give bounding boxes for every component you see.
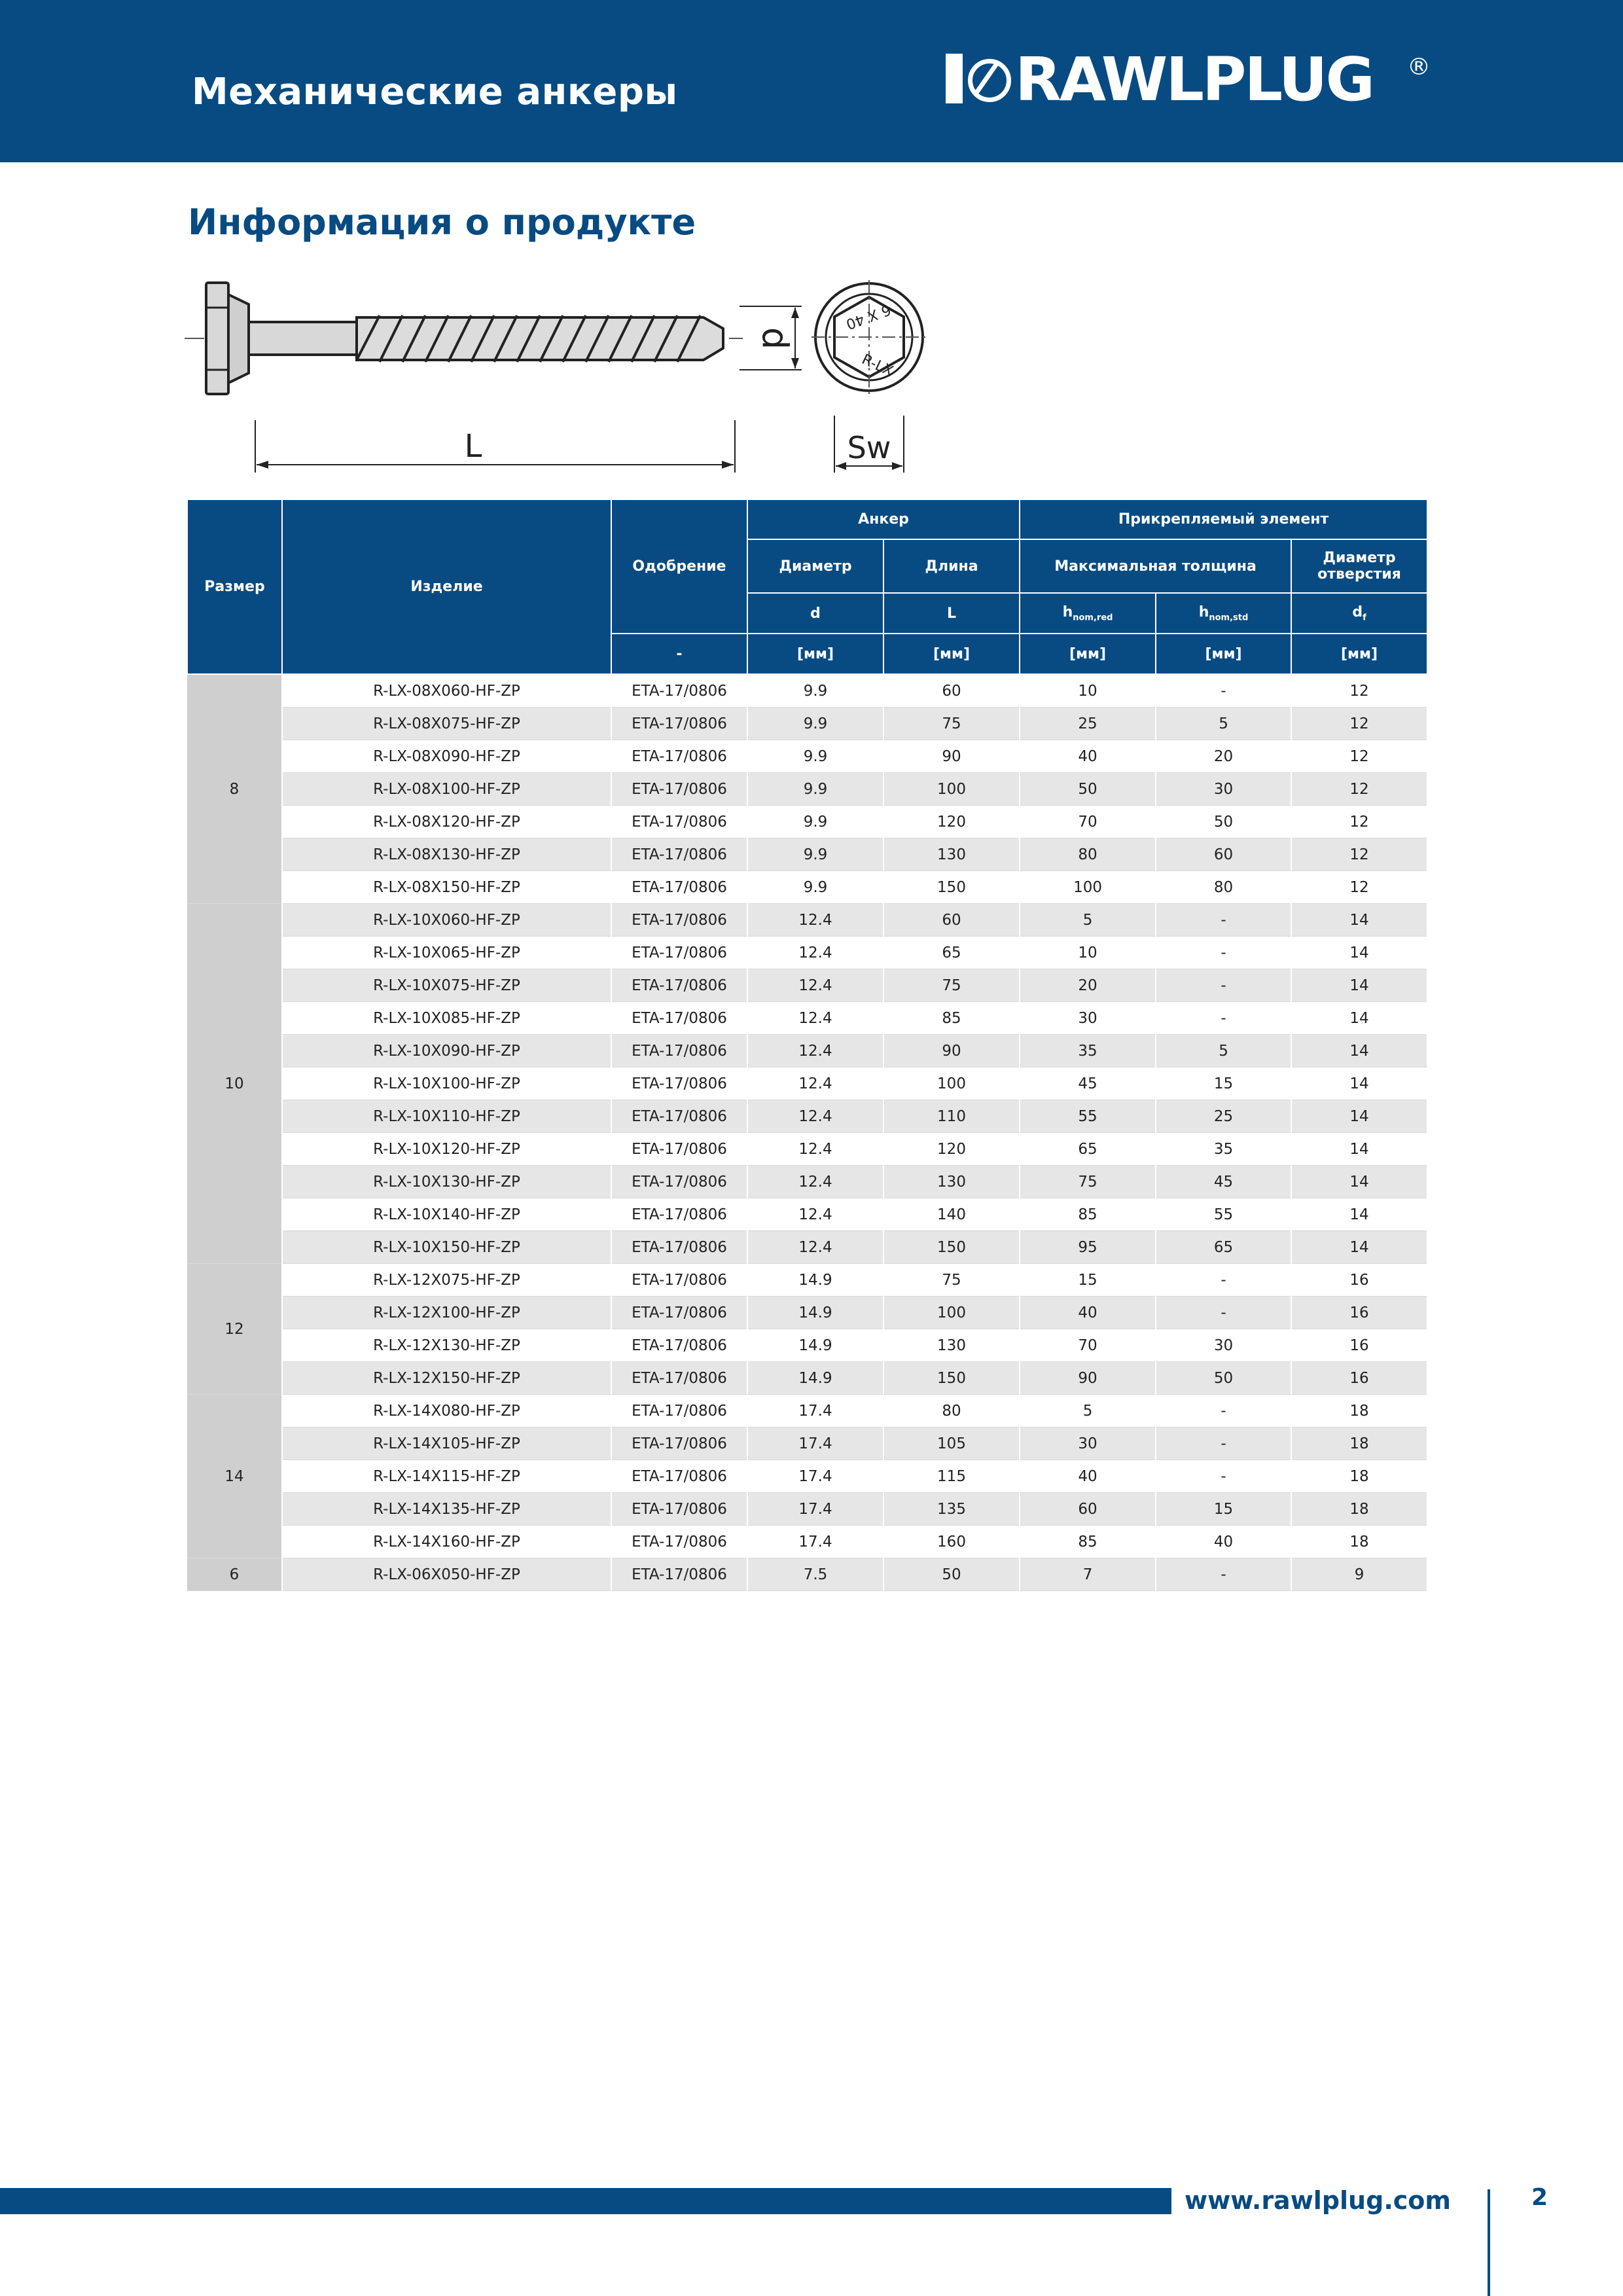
product-cell: R-LX-12X075-HF-ZP [282, 1264, 611, 1297]
length-cell: 75 [883, 969, 1020, 1002]
thickness-std-cell: 60 [1156, 838, 1291, 871]
thickness-std-cell: 50 [1156, 1362, 1291, 1395]
thickness-std-cell: 30 [1156, 773, 1291, 806]
header-approval: Одобрение [611, 499, 747, 634]
wrench-size-label: Sw [847, 430, 891, 465]
diameter-cell: 17.4 [747, 1493, 883, 1526]
thickness-red-cell: 5 [1020, 1395, 1156, 1427]
table-row [187, 708, 1427, 740]
diameter-cell: 12.4 [747, 1035, 883, 1067]
approval-cell: ETA-17/0806 [611, 937, 747, 969]
header-diameter: Диаметр [747, 539, 883, 593]
table-row [187, 1362, 1427, 1395]
thickness-std-cell: - [1156, 937, 1291, 969]
length-cell: 85 [883, 1002, 1020, 1035]
hole-diameter-cell: 14 [1291, 969, 1427, 1002]
diameter-cell: 9.9 [747, 838, 883, 871]
head-mark-size: 6 X 40 [844, 300, 893, 332]
length-cell: 75 [883, 1264, 1020, 1297]
product-cell: R-LX-08X120-HF-ZP [282, 806, 611, 838]
hole-diameter-cell: 14 [1291, 1067, 1427, 1100]
thickness-red-cell: 90 [1020, 1362, 1156, 1395]
hole-diameter-cell: 14 [1291, 1100, 1427, 1133]
thickness-red-cell: 95 [1020, 1231, 1156, 1264]
table-row [187, 1427, 1427, 1460]
thickness-red-cell: 30 [1020, 1002, 1156, 1035]
hole-diameter-cell: 12 [1291, 708, 1427, 740]
thickness-red-cell: 75 [1020, 1166, 1156, 1198]
diameter-cell: 14.9 [747, 1297, 883, 1329]
approval-cell: ETA-17/0806 [611, 708, 747, 740]
length-cell: 105 [883, 1427, 1020, 1460]
thickness-red-cell: 60 [1020, 1493, 1156, 1526]
diameter-cell: 12.4 [747, 1100, 883, 1133]
product-cell: R-LX-14X105-HF-ZP [282, 1427, 611, 1460]
product-cell: R-LX-10X075-HF-ZP [282, 969, 611, 1002]
thickness-std-cell: - [1156, 1395, 1291, 1427]
table-row [187, 1035, 1427, 1067]
hole-diameter-cell: 14 [1291, 1133, 1427, 1166]
product-cell: R-LX-10X065-HF-ZP [282, 937, 611, 969]
header-symbol-h-red [1020, 593, 1156, 634]
unit-thickness-red: [мм] [1020, 634, 1156, 674]
thickness-std-cell: - [1156, 969, 1291, 1002]
thickness-std-cell: 40 [1156, 1526, 1291, 1558]
product-cell: R-LX-08X060-HF-ZP [282, 674, 611, 708]
length-cell: 90 [883, 1035, 1020, 1067]
product-cell: R-LX-10X140-HF-ZP [282, 1198, 611, 1231]
header-anchor: Анкер [747, 499, 1020, 539]
table-row [187, 1297, 1427, 1329]
head-mark-brand: R-LX [859, 351, 896, 380]
thickness-std-cell: 80 [1156, 871, 1291, 904]
hole-diameter-cell: 12 [1291, 838, 1427, 871]
product-cell: R-LX-10X110-HF-ZP [282, 1100, 611, 1133]
diameter-cell: 14.9 [747, 1329, 883, 1362]
registered-icon: ® [1407, 54, 1431, 81]
approval-cell: ETA-17/0806 [611, 1526, 747, 1558]
header-product: Изделие [282, 499, 611, 674]
table-row [187, 1493, 1427, 1526]
length-cell: 80 [883, 1395, 1020, 1427]
product-cell: R-LX-10X130-HF-ZP [282, 1166, 611, 1198]
length-cell: 115 [883, 1460, 1020, 1493]
table-row [187, 806, 1427, 838]
thickness-red-cell: 5 [1020, 904, 1156, 937]
length-cell: 100 [883, 1067, 1020, 1100]
table-row [187, 1198, 1427, 1231]
logo-bar-mark [946, 54, 963, 103]
hole-diameter-cell: 14 [1291, 1198, 1427, 1231]
approval-cell: ETA-17/0806 [611, 1558, 747, 1591]
header-length: Длина [883, 539, 1020, 593]
table-row [187, 674, 1427, 708]
product-cell: R-LX-10X100-HF-ZP [282, 1067, 611, 1100]
diameter-cell: 12.4 [747, 1231, 883, 1264]
thickness-std-cell: 25 [1156, 1100, 1291, 1133]
approval-cell: ETA-17/0806 [611, 1264, 747, 1297]
thickness-red-cell: 85 [1020, 1198, 1156, 1231]
diameter-cell: 17.4 [747, 1526, 883, 1558]
hole-diameter-cell: 12 [1291, 674, 1427, 708]
hole-diameter-cell: 14 [1291, 937, 1427, 969]
header-title: Механические анкеры [192, 71, 678, 113]
header-symbol-d: d [747, 593, 883, 634]
diameter-cell: 9.9 [747, 871, 883, 904]
length-cell: 135 [883, 1493, 1020, 1526]
thickness-std-cell: 45 [1156, 1166, 1291, 1198]
logo-circle-mark [968, 59, 1011, 102]
hole-diameter-cell: 14 [1291, 1166, 1427, 1198]
rawlplug-logo [946, 45, 1431, 115]
approval-cell: ETA-17/0806 [611, 1427, 747, 1460]
product-cell: R-LX-08X100-HF-ZP [282, 773, 611, 806]
approval-cell: ETA-17/0806 [611, 1329, 747, 1362]
hole-diameter-cell: 18 [1291, 1460, 1427, 1493]
footer-bar [0, 2188, 1171, 2214]
length-cell: 110 [883, 1100, 1020, 1133]
thickness-red-cell: 100 [1020, 871, 1156, 904]
approval-cell: ETA-17/0806 [611, 773, 747, 806]
table-row [187, 1100, 1427, 1133]
hole-diameter-cell: 16 [1291, 1297, 1427, 1329]
unit-thickness-std: [мм] [1156, 634, 1291, 674]
diameter-cell: 12.4 [747, 1133, 883, 1166]
footer-divider [1488, 2189, 1490, 2296]
size-cell: 12 [187, 1264, 282, 1395]
unit-approval: - [611, 634, 747, 674]
table-row [187, 1166, 1427, 1198]
approval-cell: ETA-17/0806 [611, 1395, 747, 1427]
length-cell: 120 [883, 806, 1020, 838]
thickness-std-cell: 30 [1156, 1329, 1291, 1362]
thickness-red-cell: 25 [1020, 708, 1156, 740]
size-cell: 10 [187, 904, 282, 1264]
thickness-std-cell: 5 [1156, 708, 1291, 740]
product-cell: R-LX-14X080-HF-ZP [282, 1395, 611, 1427]
diameter-cell: 12.4 [747, 1002, 883, 1035]
footer-website-link[interactable]: www.rawlplug.com [1185, 2186, 1451, 2215]
table-row [187, 838, 1427, 871]
approval-cell: ETA-17/0806 [611, 1493, 747, 1526]
diameter-cell: 17.4 [747, 1460, 883, 1493]
table-row [187, 871, 1427, 904]
thickness-red-cell: 7 [1020, 1558, 1156, 1591]
length-cell: 140 [883, 1198, 1020, 1231]
hole-diameter-cell: 9 [1291, 1558, 1427, 1591]
approval-cell: ETA-17/0806 [611, 740, 747, 773]
size-cell: 8 [187, 674, 282, 904]
diameter-cell: 9.9 [747, 773, 883, 806]
product-cell: R-LX-12X150-HF-ZP [282, 1362, 611, 1395]
size-cell: 6 [187, 1558, 282, 1591]
product-cell: R-LX-14X115-HF-ZP [282, 1460, 611, 1493]
hole-diameter-cell: 12 [1291, 773, 1427, 806]
approval-cell: ETA-17/0806 [611, 1231, 747, 1264]
thickness-red-cell: 80 [1020, 838, 1156, 871]
thickness-std-cell: - [1156, 1002, 1291, 1035]
table-row [187, 904, 1427, 937]
specification-table [187, 499, 1428, 1591]
length-cell: 150 [883, 1362, 1020, 1395]
hole-diameter-cell: 14 [1291, 904, 1427, 937]
length-cell: 130 [883, 1166, 1020, 1198]
table-row [187, 1460, 1427, 1493]
thickness-red-cell: 35 [1020, 1035, 1156, 1067]
diameter-cell: 12.4 [747, 937, 883, 969]
length-cell: 120 [883, 1133, 1020, 1166]
table-row [187, 1558, 1427, 1591]
thickness-red-cell: 20 [1020, 969, 1156, 1002]
product-cell: R-LX-08X090-HF-ZP [282, 740, 611, 773]
hole-diameter-cell: 18 [1291, 1427, 1427, 1460]
approval-cell: ETA-17/0806 [611, 871, 747, 904]
thickness-red-cell: 70 [1020, 806, 1156, 838]
subscript-nom-red: nom,red [1073, 613, 1113, 623]
table-row [187, 1231, 1427, 1264]
header-bar [0, 0, 1623, 162]
approval-cell: ETA-17/0806 [611, 1035, 747, 1067]
diameter-cell: 12.4 [747, 1067, 883, 1100]
thickness-red-cell: 65 [1020, 1133, 1156, 1166]
thickness-std-cell: 5 [1156, 1035, 1291, 1067]
hole-diameter-cell: 18 [1291, 1395, 1427, 1427]
thickness-std-cell: - [1156, 904, 1291, 937]
thickness-std-cell: 50 [1156, 806, 1291, 838]
header-size: Размер [187, 499, 282, 674]
diameter-label: d [754, 327, 796, 350]
thickness-std-cell: - [1156, 1460, 1291, 1493]
diameter-cell: 17.4 [747, 1427, 883, 1460]
thickness-std-cell: - [1156, 1558, 1291, 1591]
product-cell: R-LX-06X050-HF-ZP [282, 1558, 611, 1591]
diameter-cell: 12.4 [747, 904, 883, 937]
length-cell: 50 [883, 1558, 1020, 1591]
length-cell: 100 [883, 1297, 1020, 1329]
unit-diameter: [мм] [747, 634, 883, 674]
thickness-red-cell: 10 [1020, 937, 1156, 969]
product-cell: R-LX-08X150-HF-ZP [282, 871, 611, 904]
page-number: 2 [1531, 2184, 1548, 2211]
approval-cell: ETA-17/0806 [611, 1166, 747, 1198]
length-cell: 90 [883, 740, 1020, 773]
length-cell: 130 [883, 1329, 1020, 1362]
table-row [187, 937, 1427, 969]
header-symbol-df [1291, 593, 1427, 634]
length-cell: 100 [883, 773, 1020, 806]
hole-diameter-cell: 14 [1291, 1002, 1427, 1035]
length-cell: 65 [883, 937, 1020, 969]
hole-diameter-cell: 16 [1291, 1329, 1427, 1362]
size-cell: 14 [187, 1395, 282, 1558]
approval-cell: ETA-17/0806 [611, 674, 747, 708]
thickness-std-cell: 20 [1156, 740, 1291, 773]
diameter-cell: 14.9 [747, 1264, 883, 1297]
thickness-std-cell: - [1156, 1297, 1291, 1329]
approval-cell: ETA-17/0806 [611, 1362, 747, 1395]
hole-diameter-cell: 12 [1291, 740, 1427, 773]
thickness-std-cell: 55 [1156, 1198, 1291, 1231]
approval-cell: ETA-17/0806 [611, 969, 747, 1002]
product-cell: R-LX-12X100-HF-ZP [282, 1297, 611, 1329]
table-row [187, 1526, 1427, 1558]
product-cell: R-LX-10X060-HF-ZP [282, 904, 611, 937]
hole-diameter-cell: 18 [1291, 1526, 1427, 1558]
diameter-cell: 7.5 [747, 1558, 883, 1591]
hole-diameter-cell: 14 [1291, 1035, 1427, 1067]
diameter-cell: 12.4 [747, 969, 883, 1002]
unit-hole: [мм] [1291, 634, 1427, 674]
table-row [187, 1395, 1427, 1427]
table-row [187, 969, 1427, 1002]
length-cell: 160 [883, 1526, 1020, 1558]
thickness-red-cell: 15 [1020, 1264, 1156, 1297]
thickness-red-cell: 70 [1020, 1329, 1156, 1362]
header-max-thickness: Максимальная толщина [1020, 539, 1291, 593]
diameter-cell: 14.9 [747, 1362, 883, 1395]
symbol-d: d [1352, 603, 1363, 620]
diameter-cell: 17.4 [747, 1395, 883, 1427]
approval-cell: ETA-17/0806 [611, 1297, 747, 1329]
header-hole-diameter: Диаметр отверстия [1291, 539, 1427, 593]
unit-length: [мм] [883, 634, 1020, 674]
thickness-std-cell: - [1156, 1264, 1291, 1297]
thickness-std-cell: 65 [1156, 1231, 1291, 1264]
product-cell: R-LX-08X130-HF-ZP [282, 838, 611, 871]
thickness-red-cell: 10 [1020, 674, 1156, 708]
symbol-h: h [1198, 603, 1209, 620]
length-cell: 75 [883, 708, 1020, 740]
diameter-cell: 9.9 [747, 674, 883, 708]
table-row [187, 1329, 1427, 1362]
header-symbol-h-std [1156, 593, 1291, 634]
diameter-cell: 12.4 [747, 1166, 883, 1198]
table-row [187, 740, 1427, 773]
thickness-red-cell: 55 [1020, 1100, 1156, 1133]
hole-diameter-cell: 16 [1291, 1362, 1427, 1395]
approval-cell: ETA-17/0806 [611, 1100, 747, 1133]
diameter-cell: 9.9 [747, 708, 883, 740]
subscript-nom-std: nom,std [1209, 613, 1249, 623]
diameter-cell: 9.9 [747, 806, 883, 838]
diameter-cell: 9.9 [747, 740, 883, 773]
header-symbol-L: L [883, 593, 1020, 634]
thickness-std-cell: 15 [1156, 1067, 1291, 1100]
product-cell: R-LX-10X085-HF-ZP [282, 1002, 611, 1035]
subscript-f: f [1363, 613, 1366, 623]
length-cell: 60 [883, 674, 1020, 708]
hole-diameter-cell: 16 [1291, 1264, 1427, 1297]
approval-cell: ETA-17/0806 [611, 838, 747, 871]
length-label: L [464, 428, 482, 465]
approval-cell: ETA-17/0806 [611, 1198, 747, 1231]
thickness-red-cell: 40 [1020, 1460, 1156, 1493]
thickness-red-cell: 40 [1020, 1297, 1156, 1329]
product-cell: R-LX-10X120-HF-ZP [282, 1133, 611, 1166]
approval-cell: ETA-17/0806 [611, 1133, 747, 1166]
hole-diameter-cell: 12 [1291, 871, 1427, 904]
table-row [187, 1264, 1427, 1297]
anchor-technical-drawing [183, 268, 936, 484]
thickness-std-cell: 15 [1156, 1493, 1291, 1526]
thickness-red-cell: 85 [1020, 1526, 1156, 1558]
product-cell: R-LX-14X135-HF-ZP [282, 1493, 611, 1526]
header-fixture: Прикрепляемый элемент [1020, 499, 1427, 539]
product-cell: R-LX-10X090-HF-ZP [282, 1035, 611, 1067]
table-row [187, 1133, 1427, 1166]
thickness-red-cell: 50 [1020, 773, 1156, 806]
table-row [187, 1067, 1427, 1100]
table-row [187, 1002, 1427, 1035]
approval-cell: ETA-17/0806 [611, 904, 747, 937]
logo-text: RAWLPLUG [1015, 45, 1374, 115]
product-cell: R-LX-10X150-HF-ZP [282, 1231, 611, 1264]
thickness-std-cell: 35 [1156, 1133, 1291, 1166]
product-cell: R-LX-12X130-HF-ZP [282, 1329, 611, 1362]
table-row [187, 773, 1427, 806]
approval-cell: ETA-17/0806 [611, 1067, 747, 1100]
section-title: Информация о продукте [188, 202, 696, 243]
specification-table-body [187, 674, 1427, 1591]
length-cell: 130 [883, 838, 1020, 871]
thickness-red-cell: 40 [1020, 740, 1156, 773]
hole-diameter-cell: 12 [1291, 806, 1427, 838]
length-cell: 60 [883, 904, 1020, 937]
approval-cell: ETA-17/0806 [611, 806, 747, 838]
product-cell: R-LX-14X160-HF-ZP [282, 1526, 611, 1558]
diameter-cell: 12.4 [747, 1198, 883, 1231]
approval-cell: ETA-17/0806 [611, 1460, 747, 1493]
product-cell: R-LX-08X075-HF-ZP [282, 708, 611, 740]
approval-cell: ETA-17/0806 [611, 1002, 747, 1035]
length-cell: 150 [883, 1231, 1020, 1264]
thickness-std-cell: - [1156, 1427, 1291, 1460]
hole-diameter-cell: 14 [1291, 1231, 1427, 1264]
hole-diameter-cell: 18 [1291, 1493, 1427, 1526]
thickness-red-cell: 45 [1020, 1067, 1156, 1100]
thickness-std-cell: - [1156, 674, 1291, 708]
thickness-red-cell: 30 [1020, 1427, 1156, 1460]
symbol-h: h [1062, 603, 1073, 620]
length-cell: 150 [883, 871, 1020, 904]
